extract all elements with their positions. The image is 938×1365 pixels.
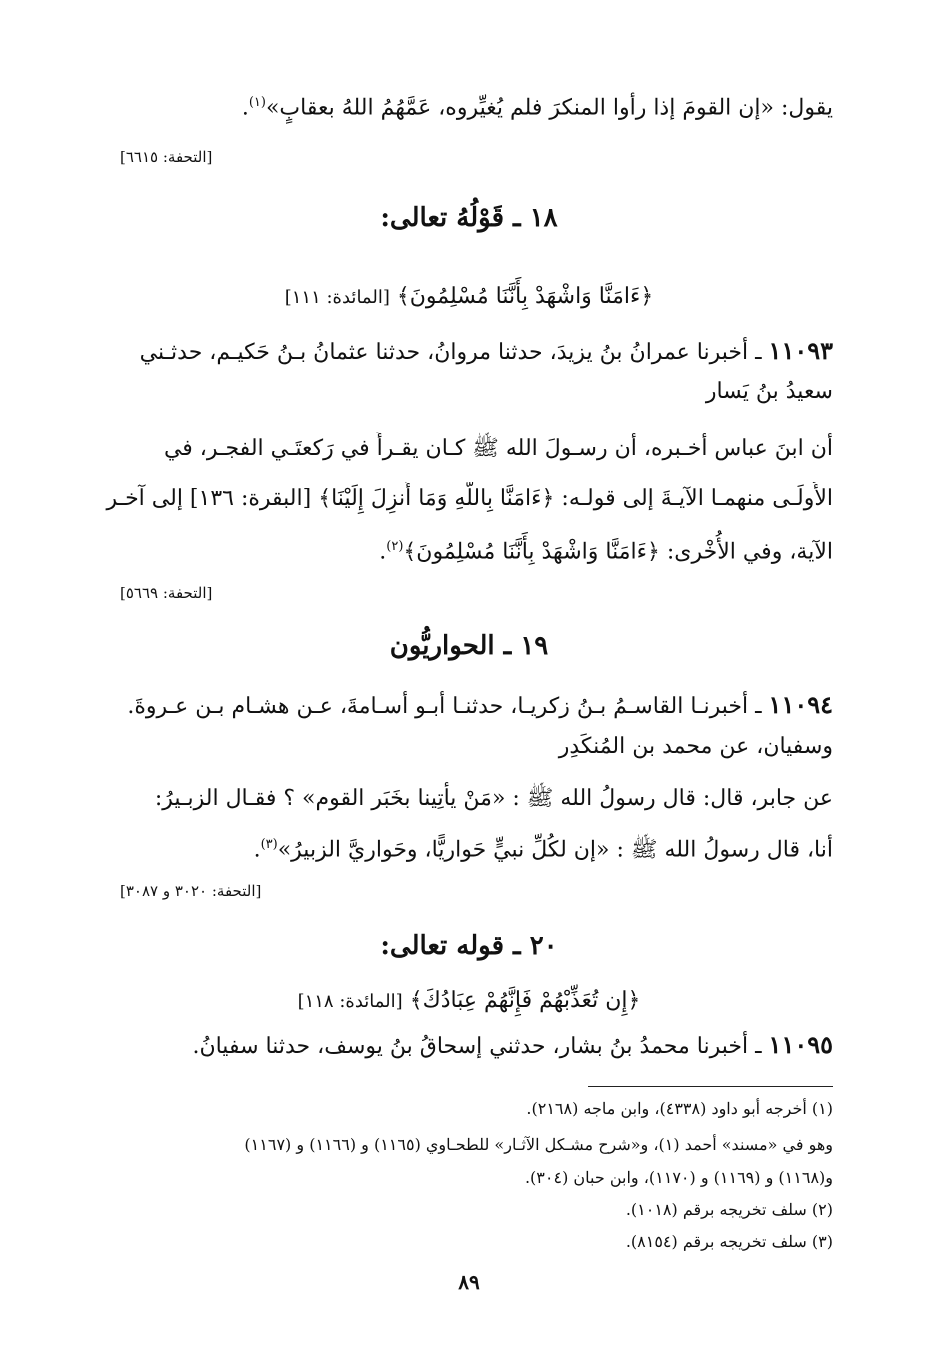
- verse-reference: [المائدة: ١١٨]: [297, 991, 403, 1012]
- footnote-divider: [588, 1086, 833, 1087]
- quran-verse-20: [0, 984, 938, 1019]
- footnote-1-continued-2: و(١١٦٨) و (١١٦٩) و (١١٧٠)، وابن حبان (٣٠٤).: [524, 1168, 833, 1187]
- hadith-isnad-line: [103, 1028, 833, 1064]
- isnad-line-2: سعيدُ بنُ يَسار: [705, 379, 833, 404]
- section-heading-20: ٢٠ ـ قوله تعالى:: [380, 931, 558, 961]
- footnote-marker: (٣): [260, 837, 278, 852]
- matn-line-1: أن ابنَ عباس أخـبره، أن رسـولَ الله ﷺ كـان يقـرأُ في رَكعتَـي الفجـر، في: [163, 436, 833, 461]
- isnad-text: ـ أخبرنا محمدُ بنُ بشار، حدثني إسحاقُ بنُ يوسف، حدثنا سفيانُ.: [192, 1034, 762, 1059]
- matn-text: الآية، وفي الأُخْرى: ﴿ءَامَنَّا وَاشْهَدْ بِأَنَّنَا مُسْلِمُونَ﴾: [403, 539, 833, 565]
- hadith-isnad-line: [103, 688, 833, 724]
- tuhfa-reference: [التحفة: ٥٦٦٩]: [120, 584, 213, 602]
- hadith-isnad-line: [103, 334, 833, 370]
- footnote-marker: (١): [248, 95, 266, 110]
- matn-line-2: الأُولَـى منهمـا الآيـةَ إلى قولـه: ﴿ءَامَنَّا بِاللَّهِ وَمَا أُنزِلَ إِلَيْنَا﴾ [البقرة: ١٣٦] إلى آخـر: [106, 486, 833, 511]
- page-number: ٨٩: [458, 1270, 480, 1294]
- footnote-1: (١) أخرجه أبو داود (٤٣٣٨)، وابن ماجه (٢١٦٨).: [526, 1099, 833, 1118]
- hadith-number: ١١٠٩٤: [768, 690, 833, 719]
- verse-text: ﴿ءَامَنَّا وَاشْهَدْ بِأَنَّنَا مُسْلِمُونَ﴾: [396, 284, 654, 309]
- isnad-line-2: وسفيان، عن محمد بن المُنكَدِر: [558, 734, 833, 759]
- footnote-2: (٢) سلف تخريجه برقم (١٠١٨).: [625, 1200, 833, 1219]
- footnote-3: (٣) سلف تخريجه برقم (٨١٥٤).: [625, 1232, 833, 1251]
- hadith-number: ١١٠٩٣: [768, 336, 833, 365]
- continuation-line: يقول: «إن القومَ إذا رأوا المنكرَ فلم يُغيِّروه، عَمَّهُمُ اللهُ بعقابٍ»$^{(١)}$.: [241, 95, 833, 121]
- hadith-number: ١١٠٩٥: [768, 1030, 833, 1059]
- isnad-text: ـ أخبرنا عمرانُ بنُ يزيدَ، حدثنا مروانُ، حدثنا عثمانُ بـنُ حَكيـم، حدثـني: [139, 340, 762, 365]
- section-heading-18: ١٨ ـ قَوْلُهُ تعالى:: [380, 203, 558, 233]
- footnote-1-continued: وهو في «مسند» أحمد (١)، و«شرح مشـكل الآثـار» للطحـاوي (١١٦٥) و (١١٦٦) و (١١٦٧): [244, 1135, 833, 1154]
- matn-text: أنا، قال رسولُ الله ﷺ : «إن لكُلِّ نبيٍّ حَواريًّا، وحَواريَّ الزبيرُ»: [277, 837, 833, 863]
- quran-verse-18: [0, 280, 938, 315]
- matn-line-2: أنا، قال رسولُ الله ﷺ : «إن لكُلِّ نبيٍّ حَواريًّا، وحَواريَّ الزبيرُ»$^{(٣)}$.: [253, 837, 833, 863]
- verse-reference: [المائدة: ١١١]: [284, 287, 390, 308]
- verse-text: ﴿إِن تُعَذِّبْهُمْ فَإِنَّهُمْ عِبَادُكَ﴾: [409, 988, 641, 1013]
- section-heading-19: ١٩ ـ الحواريُّون: [389, 631, 549, 661]
- footnote-marker: (٢): [386, 539, 404, 554]
- matn-line-1: عن جابر، قال: قال رسولُ الله ﷺ : «مَنْ يأتِينا بخَبَر القوم» ؟ فقـال الزبـيرُ:: [154, 786, 833, 811]
- tuhfa-reference: [التحفة: ٦٦١٥]: [120, 148, 213, 166]
- isnad-text: ـ أخبرنـا القاسـمُ بـنُ زكريـا، حدثنـا أبـو أسـامةَ، عـن هشـام بـن عـروةَ.: [127, 694, 762, 719]
- tuhfa-reference: [التحفة: ٣٠٢٠ و ٣٠٨٧]: [120, 882, 262, 900]
- continuation-text: يقول: «إن القومَ إذا رأوا المنكرَ فلم يُغيِّروه، عَمَّهُمُ اللهُ بعقابٍ»: [265, 95, 833, 121]
- matn-line-3: الآية، وفي الأُخْرى: ﴿ءَامَنَّا وَاشْهَدْ بِأَنَّنَا مُسْلِمُونَ﴾$^{(٢)}$.: [379, 539, 833, 565]
